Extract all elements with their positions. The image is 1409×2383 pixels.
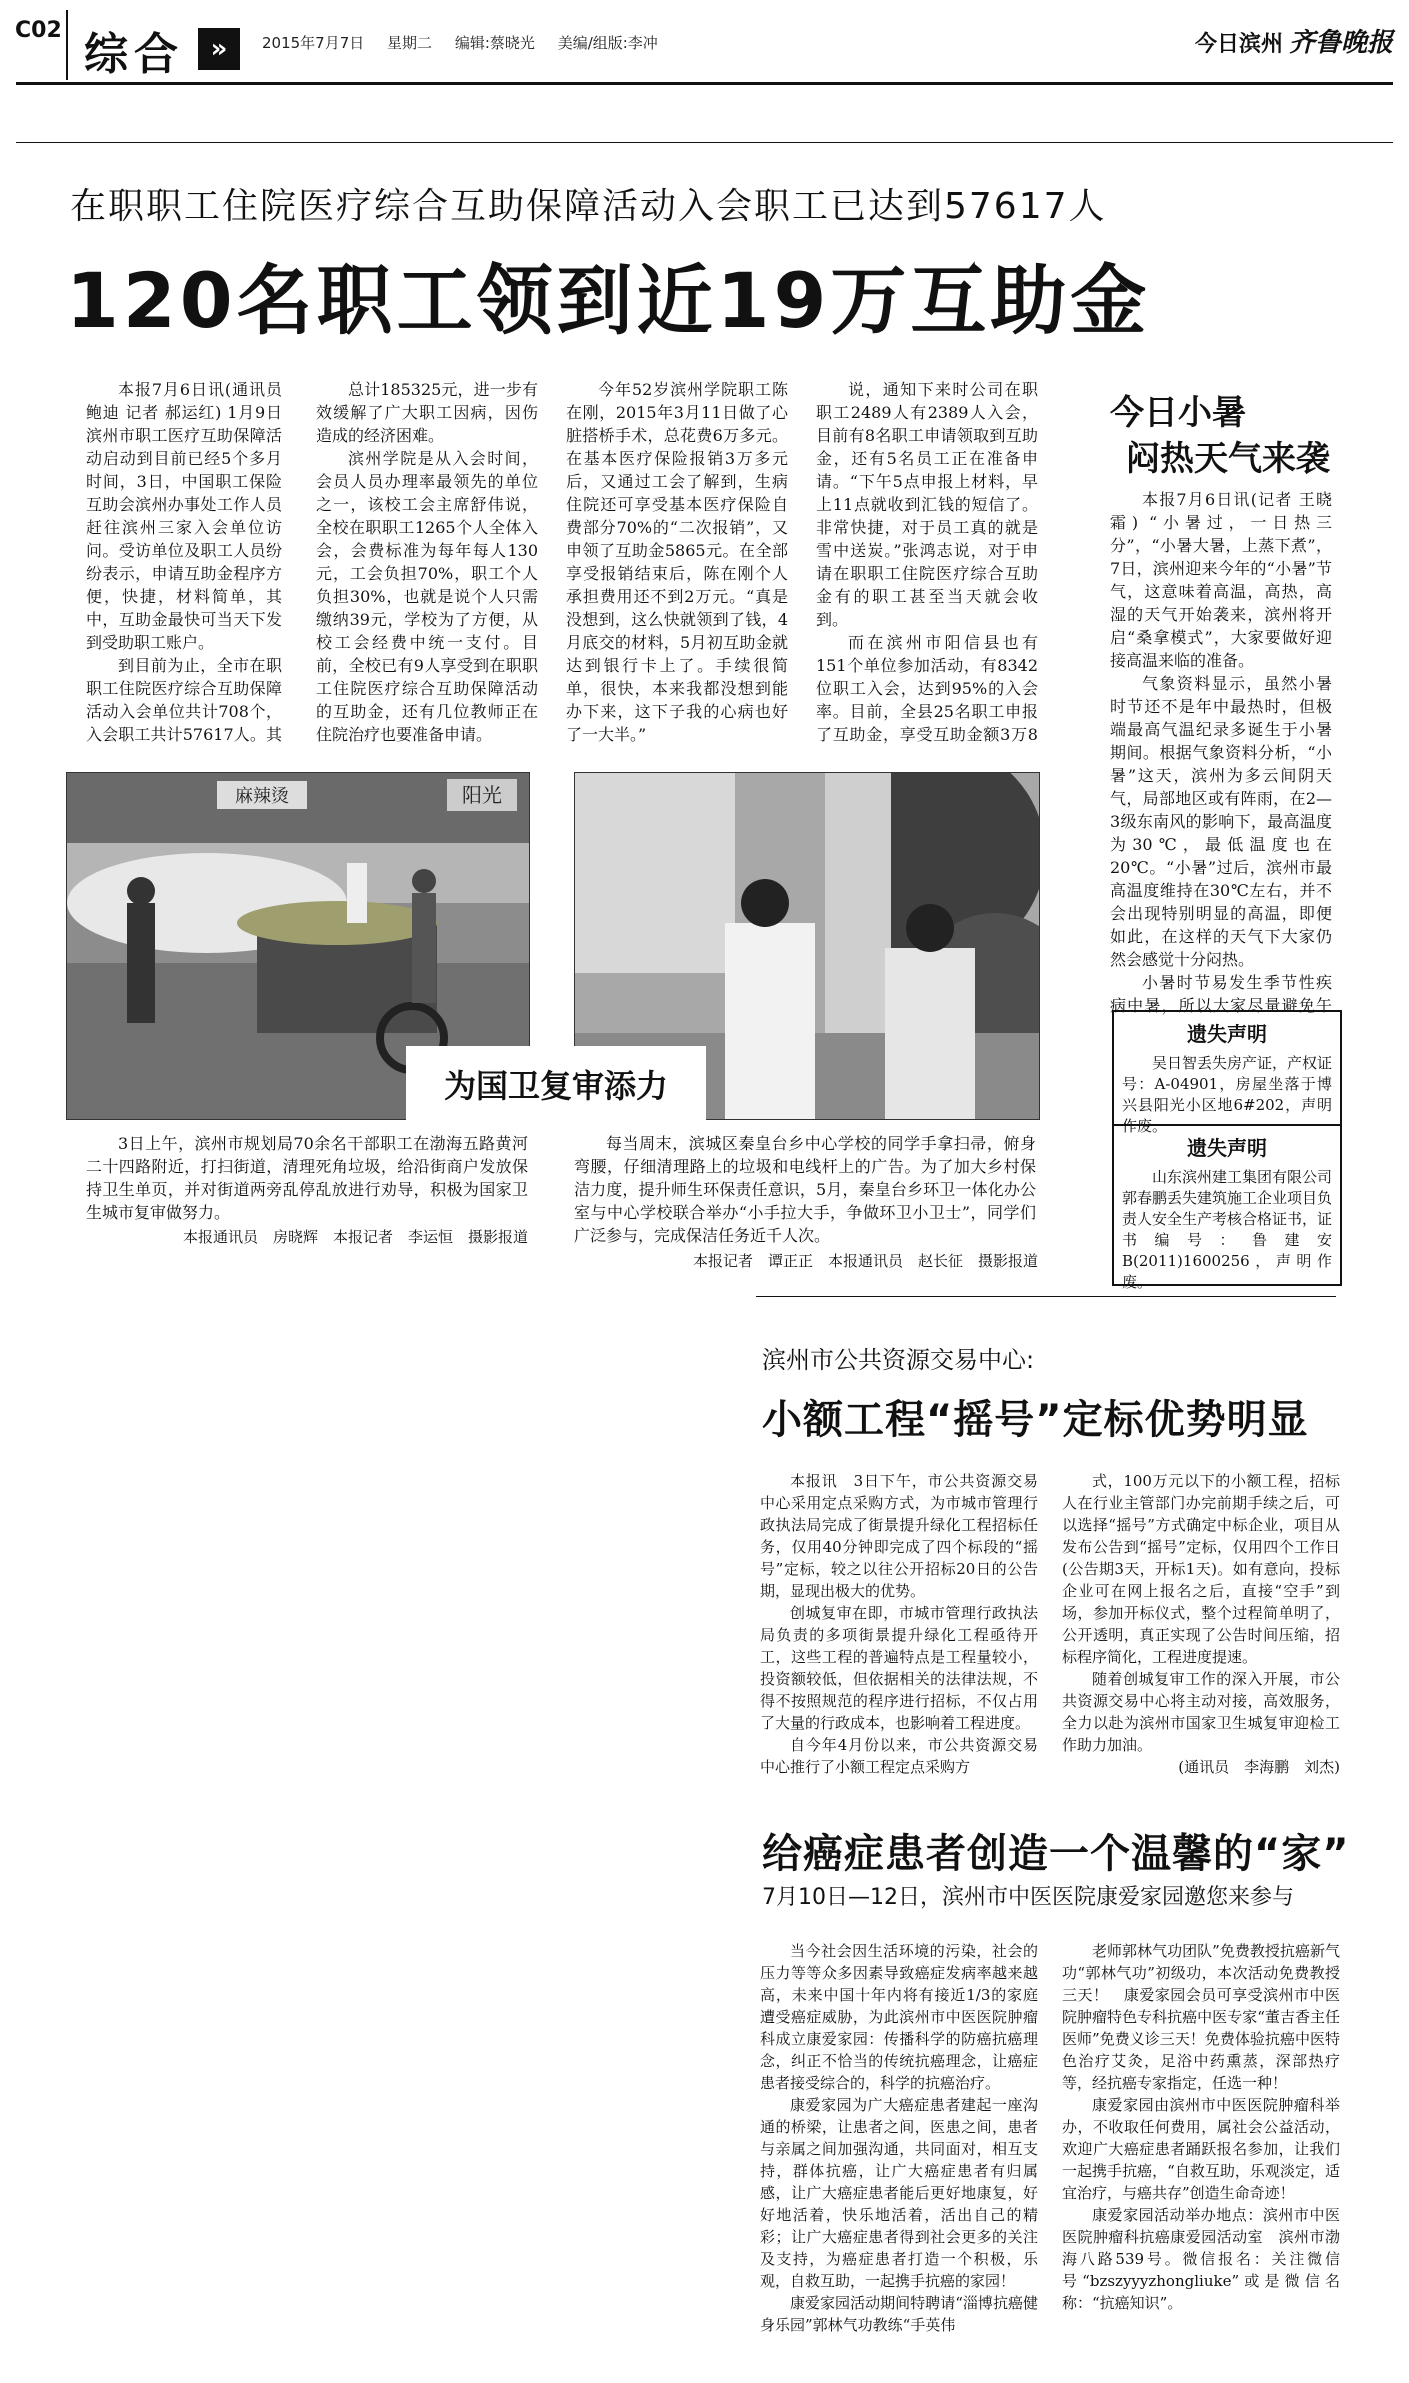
photo-caption-right: [574, 1132, 1036, 1247]
lead-column-4: [816, 378, 1038, 748]
caption-text: 每当周末，滨城区秦皇台乡中心学校的同学手拿扫帚，俯身弯腰，仔细清理路上的垃圾和电线杆上的广告。为了加大乡村保洁力度，提升师生环保责任意识，5月，秦皇台乡环卫一体化办公室与中心学校联合举办“小手拉大手，争做环卫小卫士”，同学们广泛参与，完成保洁任务近千人次。: [574, 1134, 1036, 1245]
paragraph: 今年52岁滨州学院职工陈在刚，2015年3月11日做了心脏搭桥手术，总花费6万多元。在基本医疗保险报销3万多元后，又通过工会了解到，生病住院还可享受基本医疗保险自费部分70%的“二次报销”，又申领了互助金5865元。在全部享受报销结束后，陈在刚个人承担费用还不到2万元。“真是没想到，这么快就领到了钱，4月底交的材料，5月初互助金就达到银行卡上了。手续很简单，很快，本来我都没想到能办下来，这下子我的心病也好了一大半。”: [566, 380, 788, 744]
paragraph: 说，通知下来时公司在职职工2489人有2389人入会，目前有8名职工申请领取到互助金，还有5名员工正在准备申请。“下午5点申报上材料，早上11点就收到汇钱的短信了。非常快捷，对于员工真的就是雪中送炭。”张鸿志说，对于申请在职职工住院医疗综合互助金有的职工甚至当天就会收到。: [816, 380, 1038, 629]
photo-credit-right: 本报记者 谭正正 本报通讯员 赵长征 摄影报道: [692, 1252, 1038, 1270]
paragraph: 而在滨州市阳信县也有151个单位参加活动，有8342位职工入会，达到95%的入会率。目前，全县25名职工申报了互助金，享受互助金额3万8: [816, 633, 1038, 744]
notice-body: 吴日智丢失房产证，产权证号：A-04901，房屋坐落于博兴县阳光小区地6#202，声明作废。: [1122, 1054, 1333, 1135]
notice-body: 山东滨州建工集团有限公司郭春鹏丢失建筑施工企业项目负责人安全生产考核合格证书，证书编号：鲁建安B(2011)1600256，声明作废。: [1122, 1168, 1333, 1291]
issue-weekday: 星期二: [387, 34, 433, 52]
chevron-right-icon: »: [198, 28, 240, 70]
header-divider: [66, 10, 68, 80]
paragraph: [566, 746, 788, 748]
lost-notice-2: [1112, 1124, 1342, 1291]
paragraph: 小暑时节易发生季节性疾病中暑，所以大家尽量避免午: [1110, 973, 1332, 1015]
paragraph: 康爱家园活动期间特聘请“淄博抗癌健身乐园”郭林气功教练“手英伟: [760, 2294, 1038, 2334]
art-editor-credit: 美编/组版:李冲: [557, 34, 658, 52]
section-divider: [756, 1296, 1336, 1297]
edition-name: 今日滨州: [1194, 32, 1283, 57]
lottery-column-2: [1062, 1470, 1340, 1810]
photo-story-title: 为国卫复审添力: [406, 1046, 706, 1126]
paragraph: 自今年4月份以来，市公共资源交易中心推行了小额工程定点采购方: [760, 1736, 1038, 1776]
notice-title: 遗失声明: [1187, 1136, 1267, 1160]
cancer-subhead: 7月10日—12日，滨州市中医医院康爱家园邀您来参与: [762, 1885, 1294, 1910]
paragraph: 康爱家园由滨州市中医医院肿瘤科举办，不收取任何费用，属社会公益活动，欢迎广大癌症患者踊跃报名参加，让我们一起携手抗癌，“自救互助，乐观淡定，适宜治疗，与癌共存”创造生命奇迹！: [1062, 2096, 1340, 2202]
lead-column-1: [86, 378, 282, 748]
issue-meta: [262, 32, 676, 53]
paragraph: 式，100万元以下的小额工程，招标人在行业主管部门办完前期手续之后，可以选择“摇号”方式确定中标企业，项目从发布公告到“摇号”定标，仅用四个工作日(公告期3天，开标1天)。如有意向，投标企业可在网上报名之后，直接“空手”到场，参加开标仪式，整个过程简单明了，公开透明，真正实现了公告时间压缩，招标程序简化，工程进度提速。: [1062, 1472, 1340, 1666]
paragraph: 创城复审在即，市城市管理行政执法局负责的多项街景提升绿化工程亟待开工，这些工程的普遍特点是工程量较小，投资额较低，但依据相关的法律法规，不得不按照规范的程序进行招标，不仅占用了大量的行政成本，也影响着工程进度。: [760, 1604, 1038, 1732]
paragraph: 本报讯 3日下午，市公共资源交易中心采用定点采购方式，为市城市管理行政执法局完成了街景提升绿化工程招标任务，仅用40分钟即完成了四个标段的“摇号”定标，较之以往公开招标20日的公告期，显现出极大的优势。: [760, 1472, 1038, 1600]
header-rule: [16, 82, 1393, 85]
lost-notice-1: [1112, 1010, 1342, 1135]
cancer-column-2: [1062, 1940, 1340, 2370]
photo-credit-left: 本报通讯员 房晓辉 本报记者 李运恒 摄影报道: [182, 1228, 528, 1246]
newspaper-logo: 齐鲁晚报: [1288, 28, 1393, 58]
cancer-headline: 给癌症患者创造一个温馨的“家”: [762, 1831, 1350, 1877]
notice-title: 遗失声明: [1187, 1022, 1267, 1046]
paragraph: 总计185325元，进一步有效缓解了广大职工因病，因伤造成的经济困难。: [316, 380, 538, 445]
paragraph: 康爱家园为广大癌症患者建起一座沟通的桥梁，让患者之间，医患之间，患者与亲属之间加强沟通，共同面对，相互支持，群体抗癌，让广大癌症患者有归属感，让广大癌症患者能后更好地康复，好好地活着，快乐地活着，活出自己的精彩；让广大癌症患者得到社会更多的关注及支持，为癌症患者打造一个积极，乐观，自救互助，一起携手抗癌的家园！: [760, 2096, 1038, 2290]
lead-column-2: [316, 378, 538, 748]
lead-headline: 120名职工领到近19万互助金: [66, 256, 1151, 345]
paragraph: 本报7月6日讯(记者 王晓霜) “小暑过，一日热三分”，“小暑大暑，上蒸下煮”，7日，滨州迎来今年的“小暑”节气，这意味着高温，高热，高湿的天气开始袭来，滨州将开启“桑拿模式”，大家要做好迎接高温来临的准备。: [1110, 490, 1332, 670]
lottery-subhead: 滨州市公共资源交易中心:: [762, 1346, 1035, 1374]
paragraph: 康爱家园活动举办地点：滨州市中医医院肿瘤科抗癌康爱园活动室 滨州市渤海八路539号。微信报名：关注微信号“bzszyyyzhongliuke”或是微信名称：“抗癌知识”。: [1062, 2206, 1340, 2312]
byline: (通讯员 李海鹏 刘杰): [1178, 1758, 1340, 1776]
side-headline: [1110, 390, 1350, 482]
issue-date: 2015年7月7日: [262, 34, 365, 52]
masthead-brand: [1195, 22, 1393, 59]
paragraph: 本报7月6日讯(通讯员 鲍迪 记者 郝运红) 1月9日滨州市职工医疗互助保障活动启动到目前已经5个多月时间，3日，中国职工保险互助会滨州办事处工作人员赶往滨州三家入会单位访问。受访单位及职工人员纷纷表示，申请互助金程序方便，快捷，材料简单，其中，互助金最快可当天下发到受助职工账户。: [86, 380, 282, 652]
header-rule-thin: [16, 142, 1393, 143]
side-headline-line-1: 今日小暑: [1110, 393, 1246, 433]
side-headline-line-2: 闷热天气来袭: [1126, 439, 1330, 479]
paragraph: 随着创城复审工作的深入开展，市公共资源交易中心将主动对接，高效服务，全力以赴为滨州市国家卫生城复审迎检工作助力加油。: [1062, 1670, 1340, 1754]
shop-sign-text: 阳光: [462, 783, 502, 807]
paragraph: 滨州学院是从入会时间，会员人员办理率最领先的单位之一，该校工会主席舒伟说，全校在职职工1265个人全体入会，会费标准为每年每人130元，工会负担70%，职工个人负担30%，也就是说个人只需缴纳39元，学校为了方便，从校工会经费中统一支付。目前，全校已有9人享受到在职职工住院医疗综合互助保障活动的互助金，还有几位教师正在住院治疗也要准备申请。: [316, 449, 538, 744]
lead-column-3: [566, 378, 788, 748]
paragraph: 老师郭林气功团队”免费教授抗癌新气功“郭林气功”初级功，本次活动免费教授三天！ 康爱家园会员可享受滨州市中医院肿瘤特色专科抗癌中医专家“董吉香主任医师”免费义诊三天！免费体验抗癌中医特色治疗艾灸，足浴中药熏蒸，深部热疗等，经抗癌专家指定，任选一种！: [1062, 1942, 1340, 2092]
side-story-body: [1110, 488, 1332, 1016]
lottery-headline: 小额工程“摇号”定标优势明显: [762, 1397, 1309, 1443]
paragraph: 当今社会因生活环境的污染，社会的压力等等众多因素导致癌症发病率越来越高，未来中国十年内将有接近1/3的家庭遭受癌症威胁，为此滨州市中医医院肿瘤科成立康爱家园：传播科学的防癌抗癌理念，纠正不恰当的传统抗癌理念，让癌症患者接受综合的，科学的抗癌治疗。: [760, 1942, 1038, 2092]
editor-credit: 编辑:蔡晓光: [454, 34, 535, 52]
paragraph: 到目前为止，全市在职职工住院医疗综合互助保障活动入会单位共计708个，入会职工共计57617人。其: [86, 656, 282, 744]
caption-text: 3日上午，滨州市规划局70余名干部职工在渤海五路黄河二十四路附近，打扫街道，清理死角垃圾，给沿街商户发放保持卫生单页，并对街道两旁乱停乱放进行劝导，积极为国家卫生城市复审做努力。: [86, 1134, 528, 1222]
photo-caption-left: [86, 1132, 528, 1224]
paragraph: 气象资料显示，虽然小暑时节还不是年中最热时，但极端最高气温纪录多诞生于小暑期间。根据气象资料分析，“小暑”这天，滨州为多云间阴天气，局部地区或有阵雨，在2—3级东南风的影响下，最高温度为30℃，最低温度也在20℃。“小暑”过后，滨州市最高温度维持在30℃左右，并不会出现特别明显的高温，即便如此，在这样的天气下大家仍然会感觉十分闷热。: [1110, 674, 1332, 969]
lottery-column-1: [760, 1470, 1038, 1810]
lead-kicker: 在职职工住院医疗综合互助保障活动入会职工已达到57617人: [70, 186, 1107, 227]
section-name: 综合: [84, 29, 184, 80]
cancer-column-1: [760, 1940, 1038, 2370]
shop-sign-text: 麻辣烫: [235, 786, 289, 807]
page-number: C02: [15, 18, 62, 43]
